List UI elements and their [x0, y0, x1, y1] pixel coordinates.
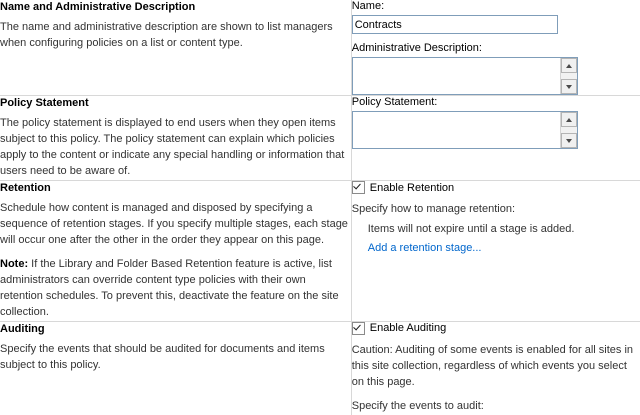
section-name-and-admin-description: [0, 0, 640, 96]
manage-retention-label: Specify how to manage retention:: [351, 203, 515, 216]
name-field-label: Name:: [351, 0, 385, 12]
specify-events-label: Specify the events to audit:: [351, 399, 484, 412]
section-description: Schedule how content is managed and disposed by specifying a sequence of retention stages. If you specify multiple stages, each stage will occur one after the other in the order they appear on this page.: [0, 202, 348, 247]
section-title: Retention: [0, 182, 51, 195]
section-description-cell: [0, 322, 351, 415]
policy-statement-label: Policy Statement:: [351, 96, 438, 108]
administrative-description-textarea[interactable]: [352, 57, 578, 95]
enable-retention-checkbox-row[interactable]: [352, 181, 640, 194]
enable-retention-checkbox[interactable]: [352, 181, 365, 194]
retention-status-text: Items will not expire until a stage is added.: [367, 222, 575, 235]
section-description: The name and administrative description are shown to list managers when configuring policies on a list or content type.: [0, 21, 333, 50]
add-retention-stage-link[interactable]: Add a retention stage...: [367, 241, 482, 254]
retention-note: [0, 257, 351, 321]
auditing-caution-text: Caution: Auditing of some events is enabled for all sites in this site collection, regardless of which events you select on this page.: [351, 343, 634, 388]
section-description: Specify the events that should be audited for documents and items subject to this policy.: [0, 343, 325, 372]
section-description-cell: [0, 181, 351, 321]
section-auditing: [0, 322, 640, 415]
section-fields-cell: [351, 322, 640, 415]
scroll-up-arrow-icon[interactable]: [561, 112, 577, 127]
policy-statement-textarea[interactable]: [352, 111, 578, 149]
section-title: Name and Administrative Description: [0, 1, 196, 13]
scroll-down-arrow-icon[interactable]: [561, 79, 577, 94]
name-input[interactable]: [352, 15, 558, 34]
scroll-down-arrow-icon[interactable]: [561, 133, 577, 148]
enable-auditing-checkbox[interactable]: [352, 322, 365, 335]
enable-auditing-label: Enable Auditing: [369, 322, 447, 335]
scroll-up-arrow-icon[interactable]: [561, 58, 577, 73]
section-policy-statement: [0, 96, 640, 181]
enable-auditing-checkbox-row[interactable]: [352, 322, 640, 335]
section-description: The policy statement is displayed to end users when they open items subject to this policy. The policy statement can explain which policies apply to the content or indicate any special handling or information that users need to be aware of.: [0, 117, 345, 178]
administrative-description-scrollbar[interactable]: [560, 58, 577, 94]
policy-statement-text[interactable]: [353, 112, 561, 148]
section-title: Auditing: [0, 322, 45, 335]
retention-note-text: If the Library and Folder Based Retention feature is active, list administrators can override content type policies with their own retention schedules. To prevent this, deactivate the feature on the site collection.: [0, 258, 339, 318]
retention-note-prefix: Note:: [0, 258, 29, 271]
section-retention: [0, 181, 640, 321]
enable-retention-label: Enable Retention: [369, 181, 455, 194]
section-description-cell: [0, 96, 351, 181]
section-fields-cell: [351, 181, 640, 321]
section-fields-cell: [351, 0, 640, 96]
section-fields-cell: [351, 96, 640, 181]
policy-statement-scrollbar[interactable]: [560, 112, 577, 148]
administrative-description-label: Administrative Description:: [351, 42, 482, 54]
section-description-cell: [0, 0, 351, 96]
administrative-description-text[interactable]: [353, 58, 561, 94]
section-title: Policy Statement: [0, 97, 89, 109]
